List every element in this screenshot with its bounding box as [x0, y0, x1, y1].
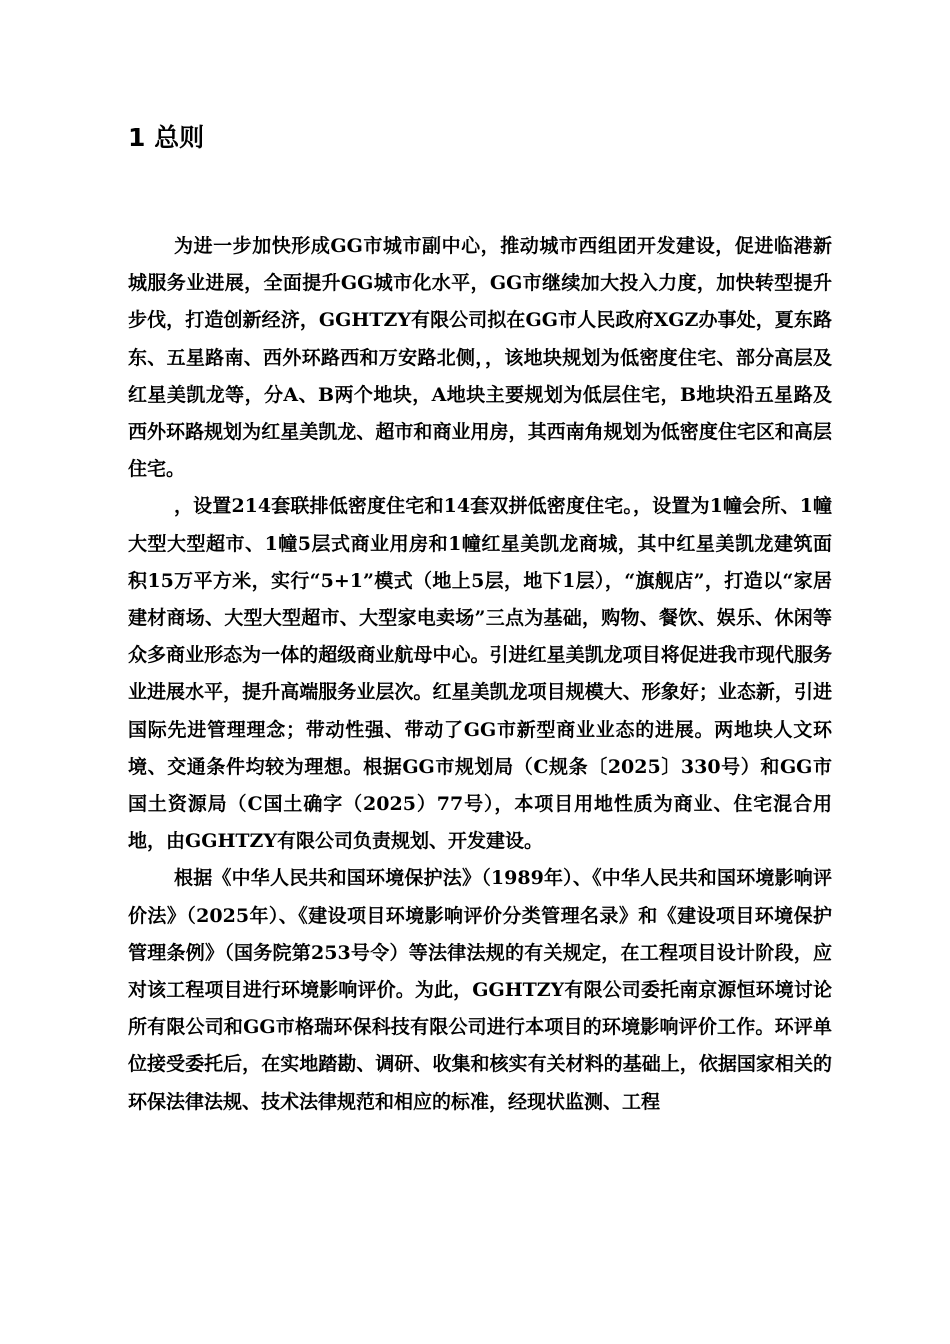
section-heading: 1 总则 [128, 123, 205, 152]
paragraph-project-content: ，设置214套联排低密度住宅和14套双拼低密度住宅。，设置为1幢会所、1幢大型大型超市、1幢5层式商业用房和1幢红星美凯龙商城，其中红星美凯龙建筑面积15万平方米，实行“5+1”模式（地上5层，地下1层），“旗舰店”，打造以“家居建材商场、大型大型超市、大型家电卖场”三点为基础，购物、餐饮、娱乐、休闲等众多商业形态为一体的超级商业航母中心。引进红星美凯龙项目将促进我市现代服务业进展水平，提升高端服务业层次。红星美凯龙项目规模大、形象好；业态新，引进国际先进管理理念；带动性强、带动了GG市新型商业业态的进展。两地块人文环境、交通条件均较为理想。根据GG市规划局（C规条〔2025〕330号）和GG市国土资源局（C国土确字（2025）77号），本项目用地性质为商业、住宅混合用地，由GGHTZY有限公司负责规划、开发建设。 [128, 495, 832, 853]
paragraph-project-background: 为进一步加快形成GG市城市副中心，推动城市西组团开发建设，促进临港新城服务业进展，全面提升GG城市化水平，GG市继续加大投入力度，加快转型提升步伐，打造创新经济，GGHTZY有限公司拟在GG市人民政府XGZ办事处，夏东路东、五星路南、西外环路西和万安路北侧，，该地块规划为低密度住宅、部分高层及红星美凯龙等，分A、B两个地块，A地块主要规划为低层住宅，B地块沿五星路及西外环路规划为红星美凯龙、超市和商业用房，其西南角规划为低密度住宅区和高层住宅。 [128, 235, 832, 481]
paragraph-legal-basis: 根据《中华人民共和国环境保护法》（1989年）、《中华人民共和国环境影响评价法》（2025年）、《建设项目环境影响评价分类管理名录》和《建设项目环境保护管理条例》（国务院第253号令）等法律法规的有关规定，在工程项目设计阶段，应对该工程项目进行环境影响评价。为此，GGHTZY有限公司委托南京源恒环境讨论所有限公司和GG市格瑞环保科技有限公司进行本项目的环境影响评价工作。环评单位接受委托后，在实地踏勘、调研、收集和核实有关材料的基础上，依据国家相关的环保法律法规、技术法律规范和相应的标准，经现状监测、工程 [128, 867, 832, 1113]
body-text [128, 228, 832, 1121]
